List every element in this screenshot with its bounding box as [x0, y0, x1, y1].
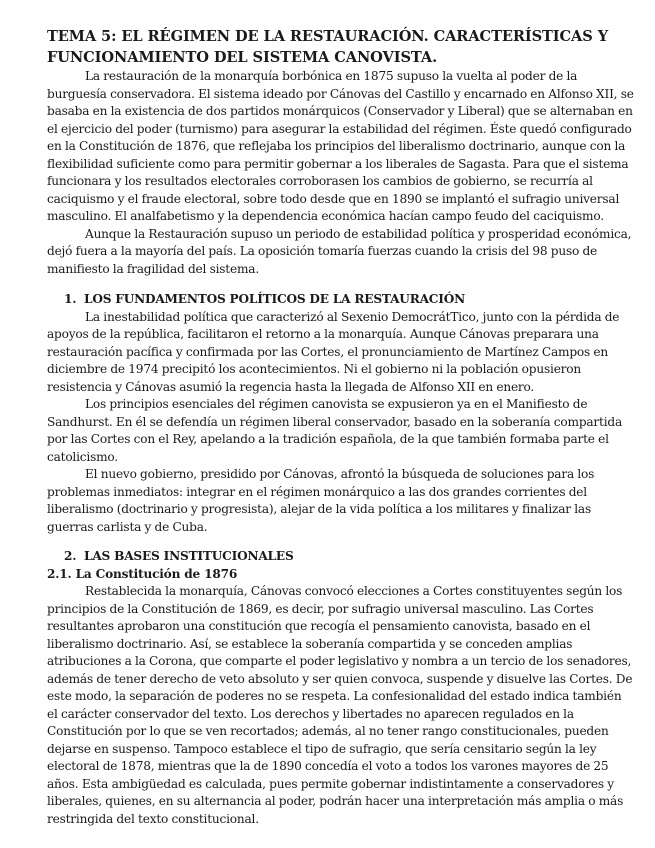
section-1-paragraph-1: La inestabilidad política que caracterizó al Sexenio DemocrátTico, junto con la pérdida de apoyos de la república, facilitaron el retorno a la monarquía. Aunque Cánovas preparara una restauración pacífica y confirmada por las Cortes, el pronunciamiento de Martínez Campos en diciembre de 1974 precipitó los acontecimientos. Ni el gobierno ni la población opusieron resistencia y Cánovas asumió la regencia hasta la llegada de Alfonso XII en enero. — [47, 309, 620, 394]
section-1-paragraph-3: El nuevo gobierno, presidido por Cánovas, afrontó la búsqueda de soluciones para los problemas inmediatos: integrar en el régimen monárquico a las dos grandes corrientes del liberalismo (doctrinario y progresista), alejar de la vida política a los militares y finalizar las guerras carlista y de Cuba. — [47, 467, 595, 534]
section-2-heading — [47, 548, 635, 566]
section-1-number: 1. — [64, 292, 77, 306]
section-1-paragraph-2: Los principios esenciales del régimen canovista se expusieron ya en el Manifiesto de Sandhurst. En él se defendía un régimen liberal conservador, basado en la soberanía compartida por las Cortes con el Rey, apelando a la tradición española, de la que también formaba parte el catolicismo. — [47, 397, 623, 464]
section-1-heading — [47, 291, 635, 309]
section-2-1-subheading: 2.1. La Constitución de 1876 — [47, 566, 238, 581]
section-1-heading-text: LOS FUNDAMENTOS POLÍTICOS DE LA RESTAURACIÓN — [84, 292, 466, 306]
document-title: TEMA 5: EL RÉGIMEN DE LA RESTAURACIÓN. CARACTERÍSTICAS Y FUNCIONAMIENTO DEL SISTEMA CANOVISTA. — [47, 28, 609, 66]
section-2-paragraph-1: Restablecida la monarquía, Cánovas convocó elecciones a Cortes constituyentes según los principios de la Constitución de 1869, es decir, por sufragio universal masculino. Las Cortes resultantes aprobaron una constitución que recogía el pensamiento canovista, basado en el liberalismo doctrinario. Así, se establece la soberanía compartida y se conceden amplias atribuciones a la Corona, que comparte el poder legislativo y nombra a un tercio de los senadores, además de tener derecho de veto absoluto y ser quien convoca, suspende y disuelve las Cortes. De este modo, la separación de poderes no se respeta. La confesionalidad del estado indica también el carácter conservador del texto. Los derechos y libertades no aparecen regulados en la Constitución por lo que se ven recortados; además, al no tener rango constitucionales, pueden dejarse en suspenso. Tampoco establece el tipo de sufragio, que sería censitario según la ley electoral de 1878, mientras que la de 1890 concedía el voto a todos los varones mayores de 25 años. Esta ambigüedad es calculada, pues permite gobernar indistintamente a conservadores y liberales, quienes, en su alternancia al poder, podrán hacer una interpretación más amplia o más restringida del texto constitucional. — [47, 584, 633, 826]
section-2-number: 2. — [64, 549, 77, 563]
intro-paragraph-1: La restauración de la monarquía borbónica en 1875 supuso la vuelta al poder de la burguesía conservadora. El sistema ideado por Cánovas del Castillo y encarnado en Alfonso XII, se basaba en la existencia de dos partidos monárquicos (Conservador y Liberal) que se alternaban en el ejercicio del poder (turnismo) para asegurar la estabilidad del régimen. Éste quedó configurado en la Constitución de 1876, que reflejaba los principios del liberalismo doctrinario, aunque con la flexibilidad suficiente como para permitir gobernar a los liberales de Sagasta. Para que el sistema funcionara y los resultados electorales corroborasen los cambios de gobierno, se recurría al caciquismo y el fraude electoral, sobre todo desde que en 1890 se implantó el sufragio universal masculino. El analfabetismo y la dependencia económica hacían campo feudo del caciquismo. — [47, 69, 634, 223]
section-2-heading-text: LAS BASES INSTITUCIONALES — [84, 549, 294, 563]
intro-paragraph-2: Aunque la Restauración supuso un periodo de estabilidad política y prosperidad económica, dejó fuera a la mayoría del país. La oposición tomaría fuerzas cuando la crisis del 98 puso de manifiesto la fragilidad del sistema. — [47, 226, 632, 276]
